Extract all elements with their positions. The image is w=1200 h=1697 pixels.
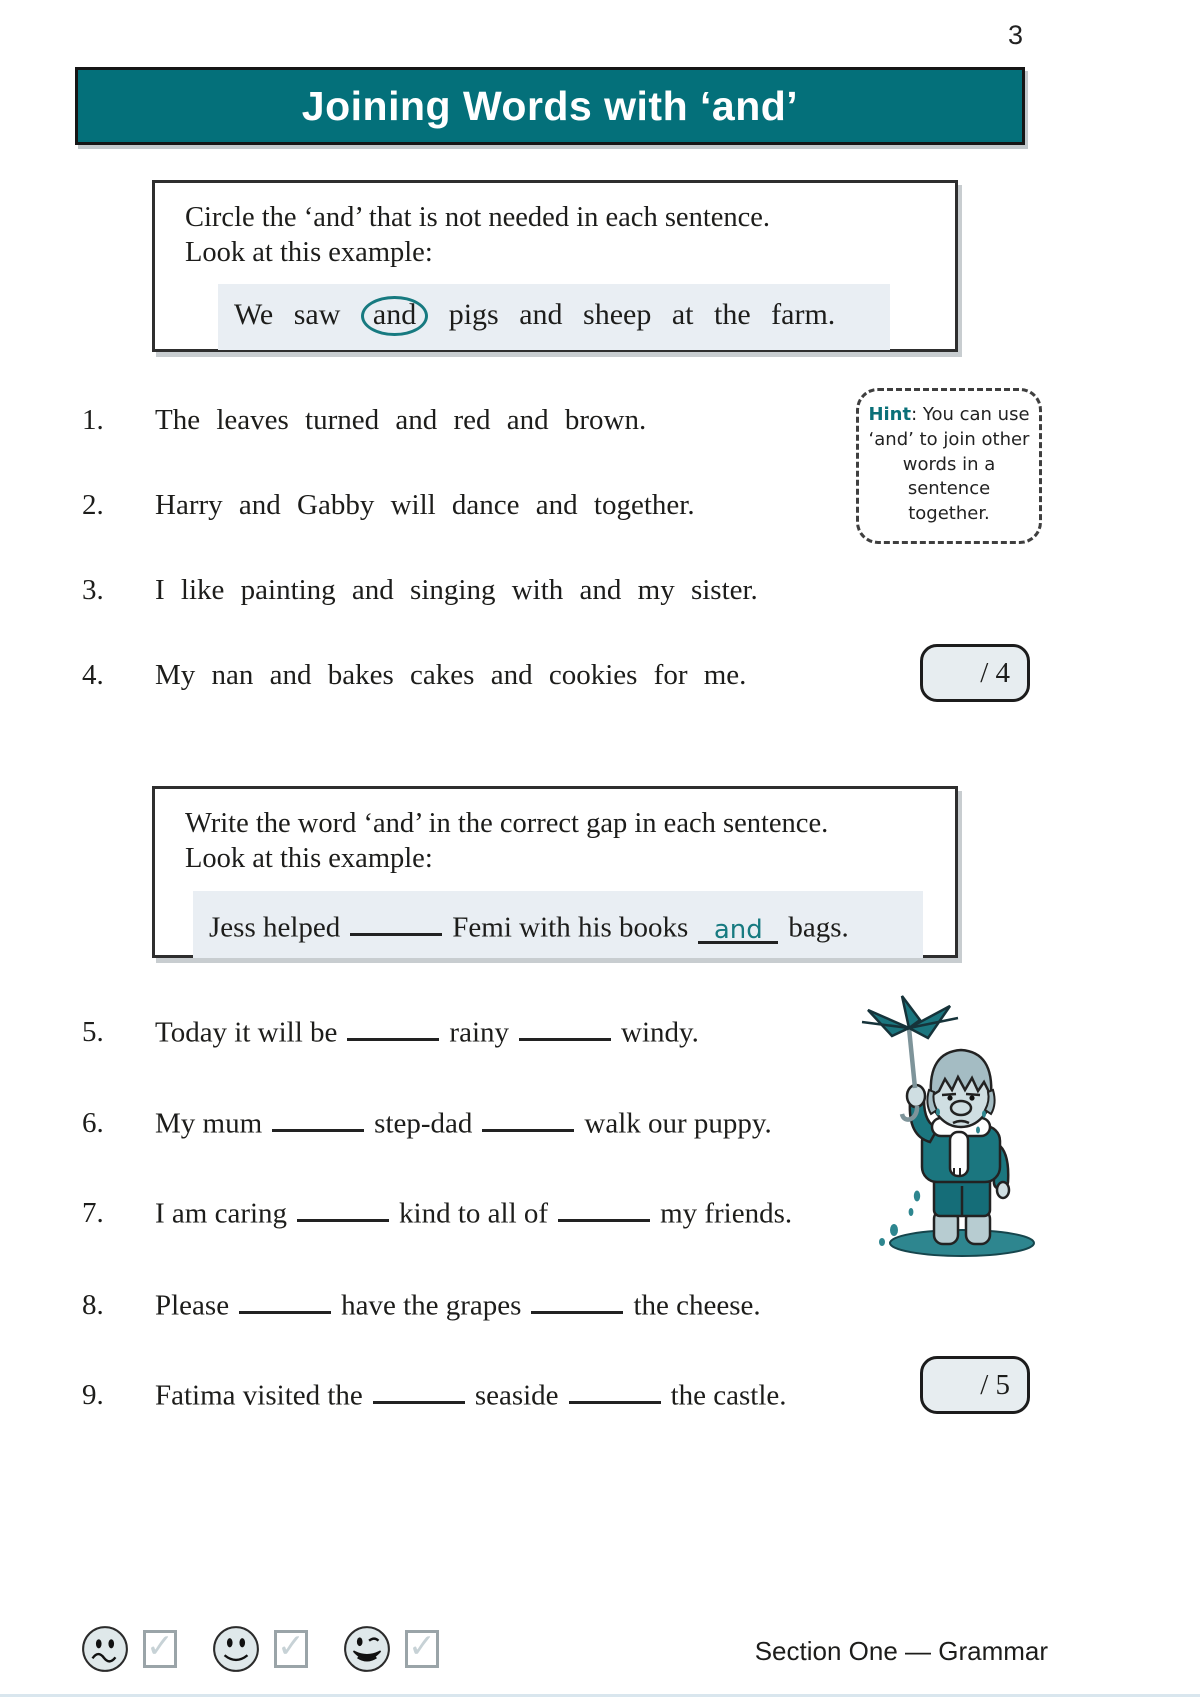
score-box-exercise2[interactable] <box>920 1356 1030 1414</box>
question-5-part-3: windy. <box>621 1016 699 1049</box>
question-7-part-1: I am caring <box>155 1197 288 1230</box>
question-2-number: 2. <box>82 489 104 521</box>
exercise1-instruction-line1: Circle the ‘and’ that is not needed in each sentence. <box>185 202 771 233</box>
question-5-number: 5. <box>82 1016 104 1049</box>
exercise2-example-sentence <box>193 891 923 959</box>
check-icon: ✓ <box>146 1625 174 1665</box>
example2-segment-1: Jess helped <box>209 910 341 943</box>
question-6-gap-1[interactable] <box>272 1099 364 1132</box>
hint-box <box>856 388 1042 544</box>
question-6-number: 6. <box>82 1107 104 1140</box>
exercise2-instruction-line2: Look at this example: <box>185 842 433 874</box>
question-9-number: 9. <box>82 1379 104 1412</box>
question-9-gap-2[interactable] <box>569 1371 661 1404</box>
question-6-part-1: My mum <box>155 1107 263 1140</box>
score-label-exercise2: / 5 <box>980 1368 1010 1401</box>
self-assessment-sad <box>80 1624 177 1674</box>
question-5-part-2: rainy <box>449 1016 510 1049</box>
self-assessment-happy <box>342 1624 439 1674</box>
sad-checkbox[interactable] <box>143 1625 177 1668</box>
question-2-text: Harry and Gabby will dance and together. <box>155 489 695 521</box>
example1-after: pigs and sheep at the farm. <box>448 297 836 331</box>
exercise1-example-sentence <box>218 284 890 351</box>
hint-label: Hint <box>868 404 912 425</box>
page-title: Joining Words with ‘and’ <box>301 82 799 129</box>
exercise2-instruction-line1: Write the word ‘and’ in the correct gap in each sentence. <box>185 808 829 839</box>
question-7-part-2: kind to all of <box>399 1197 549 1230</box>
question-4-text: My nan and bakes cakes and cookies for me. <box>155 659 747 691</box>
section-footer-label: Section One — Grammar <box>754 1636 1048 1666</box>
exercise2-instructions <box>185 807 955 877</box>
question-1 <box>82 400 962 440</box>
score-box-exercise1[interactable] <box>920 644 1030 702</box>
smiley-neutral-icon <box>211 1624 261 1674</box>
score-label-exercise1: / 4 <box>980 656 1010 689</box>
question-7-number: 7. <box>82 1197 104 1230</box>
question-9-part-2: seaside <box>474 1379 559 1412</box>
question-9 <box>82 1371 962 1415</box>
smiley-happy-icon <box>342 1624 392 1674</box>
question-4 <box>82 655 962 695</box>
page-number: 3 <box>1008 20 1024 50</box>
question-8-part-3: the cheese. <box>633 1289 761 1322</box>
question-1-number: 1. <box>82 404 104 436</box>
question-5-gap-1[interactable] <box>347 1008 439 1041</box>
question-7-gap-1[interactable] <box>297 1189 389 1222</box>
check-icon: ✓ <box>408 1625 436 1665</box>
question-3 <box>82 570 962 610</box>
question-7 <box>82 1189 962 1233</box>
question-4-number: 4. <box>82 659 104 691</box>
question-8-part-2: have the grapes <box>341 1289 522 1322</box>
neutral-checkbox[interactable] <box>274 1625 308 1668</box>
question-7-gap-2[interactable] <box>558 1189 650 1222</box>
question-6-gap-2[interactable] <box>482 1099 574 1132</box>
question-9-part-1: Fatima visited the <box>155 1379 363 1412</box>
example2-answer: and <box>713 914 763 945</box>
self-assessment-row <box>80 1624 439 1674</box>
question-8-part-1: Please <box>155 1289 230 1322</box>
question-1-text: The leaves turned and red and brown. <box>155 404 647 436</box>
example2-segment-2: Femi with his books <box>452 910 689 943</box>
check-icon: ✓ <box>277 1625 305 1665</box>
question-3-number: 3. <box>82 574 104 606</box>
wet-person-svg <box>860 990 1065 1265</box>
self-assessment-neutral <box>211 1624 308 1674</box>
question-8 <box>82 1281 962 1325</box>
question-8-gap-2[interactable] <box>531 1281 623 1314</box>
question-8-number: 8. <box>82 1289 104 1322</box>
example2-gap-1[interactable] <box>350 903 442 936</box>
question-5 <box>82 1008 962 1052</box>
title-banner <box>75 67 1025 145</box>
question-6-part-3: walk our puppy. <box>584 1107 772 1140</box>
example2-gap-2-filled[interactable] <box>698 911 778 944</box>
exercise1-instruction-box <box>152 180 958 352</box>
question-7-part-3: my friends. <box>660 1197 793 1230</box>
question-5-part-1: Today it will be <box>155 1016 338 1049</box>
hint-text: : You can use ‘and’ to join other words in a sentence together. <box>868 404 1030 525</box>
question-9-gap-1[interactable] <box>373 1371 465 1404</box>
question-8-gap-1[interactable] <box>239 1281 331 1314</box>
question-9-part-3: the castle. <box>670 1379 787 1412</box>
question-5-gap-2[interactable] <box>519 1008 611 1041</box>
circled-and-word: and <box>361 296 428 337</box>
question-2 <box>82 485 962 525</box>
wet-person-illustration <box>860 990 1065 1265</box>
exercise2-instruction-box <box>152 786 958 958</box>
exercise1-instructions <box>185 201 955 271</box>
happy-checkbox[interactable] <box>405 1625 439 1668</box>
example2-segment-3: bags. <box>788 910 849 943</box>
question-6-part-2: step-dad <box>374 1107 473 1140</box>
question-3-text: I like painting and singing with and my sister. <box>155 574 758 606</box>
question-6 <box>82 1099 962 1143</box>
smiley-sad-icon <box>80 1624 130 1674</box>
exercise1-instruction-line2: Look at this example: <box>185 236 433 268</box>
example1-before: We saw <box>234 297 341 331</box>
